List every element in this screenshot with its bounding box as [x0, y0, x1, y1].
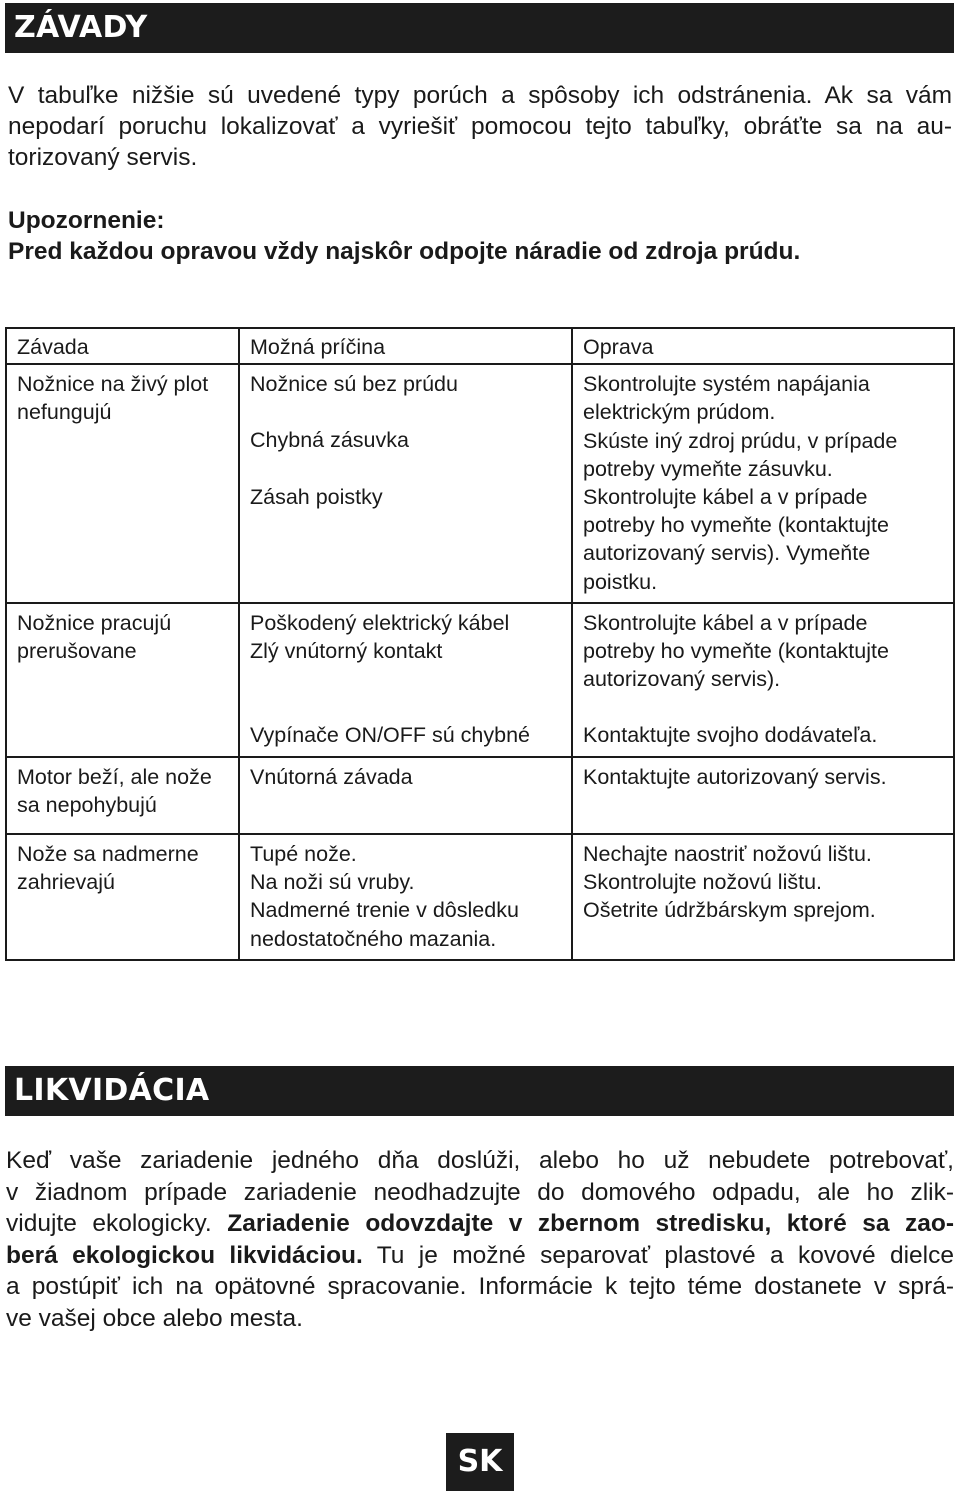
fix-cell: [572, 364, 954, 603]
disposal-line: v žiadnom prípade zariadenie neodhadzujte do domového odpadu, ale ho zlik-: [6, 1178, 954, 1206]
cell-line: poistku.: [583, 569, 658, 594]
cell-line: Vnútorná závada: [250, 764, 413, 789]
disposal-line: a postúpiť ich na opätovné spracovanie. Informácie k tejto téme dostanete v sprá-: [6, 1273, 954, 1301]
disposal-paragraph: [6, 1145, 954, 1335]
cell-line: elektrickým prúdom.: [583, 400, 776, 425]
cell-line: Nadmerné trenie v dôsledku: [250, 898, 519, 923]
fault-cell: [6, 364, 239, 603]
cell-line: Chybná zásuvka: [250, 428, 409, 453]
cause-cell: [239, 757, 572, 834]
disposal-line: ve vašej obce alebo mesta.: [6, 1304, 303, 1332]
intro-line: torizovaný servis.: [8, 144, 198, 171]
disposal-line: [6, 1208, 954, 1240]
faults-section-title: ZÁVADY: [5, 3, 954, 53]
cause-cell: [239, 364, 572, 603]
table-header-row: [6, 328, 954, 364]
disposal-line: Keď vaše zariadenie jedného dňa doslúži, alebo ho už nebudete potrebovať,: [6, 1147, 954, 1174]
disposal-text: Tu je možné separovať plastové a kovové dielce: [362, 1241, 954, 1269]
fix-cell: [572, 834, 954, 960]
fault-cell: [6, 603, 239, 757]
header-fix: Oprava: [572, 328, 954, 364]
cell-line: potreby ho vymeňte (kontaktujte: [583, 639, 889, 664]
fix-cell: [572, 757, 954, 834]
cell-line: Nožnice pracujú: [17, 610, 172, 635]
cell-line: Nechajte naostriť nožovú lištu.: [583, 842, 872, 867]
disposal-text: vidujte ekologicky.: [6, 1210, 228, 1238]
warning-text: Pred každou opravou vždy najskôr odpojte náradie od zdroja prúdu.: [8, 238, 801, 265]
cell-line: Nožnice sú bez prúdu: [250, 372, 458, 397]
disposal-emphasis: berá ekologickou likvidáciou.: [6, 1241, 363, 1269]
disposal-section-title: LIKVIDÁCIA: [5, 1066, 954, 1116]
intro-line: V tabuľke nižšie sú uvedené typy porúch a spôsoby ich odstránenia. Ak sa vám: [8, 82, 952, 109]
cause-cell: [239, 834, 572, 960]
cell-line: Zásah poistky: [250, 484, 383, 509]
cell-line: Skontrolujte nožovú lištu.: [583, 870, 823, 895]
troubleshooting-table: [5, 327, 955, 961]
cell-line: nedostatočného mazania.: [250, 926, 497, 951]
fault-cell: [6, 834, 239, 960]
cause-cell: [239, 603, 572, 757]
cell-line: Skontrolujte kábel a v prípade: [583, 610, 868, 635]
cell-line: Zlý vnútorný kontakt: [250, 639, 443, 664]
table-row: [6, 603, 954, 757]
table-row: [6, 364, 954, 603]
warning-label: Upozornenie:: [8, 207, 165, 234]
cell-line: Nožnice na živý plot: [17, 372, 209, 397]
cell-line: Ošetrite údržbárskym sprejom.: [583, 898, 876, 923]
cell-line: potreby ho vymeňte (kontaktujte: [583, 513, 889, 538]
cell-line: Skontrolujte systém napájania: [583, 372, 870, 397]
cell-line: sa nepohybujú: [17, 792, 157, 817]
cell-line: Skúste iný zdroj prúdu, v prípade: [583, 428, 898, 453]
fault-cell: [6, 757, 239, 834]
cell-line: Nože sa nadmerne: [17, 842, 199, 867]
cell-line: Vypínače ON/OFF sú chybné: [250, 723, 531, 748]
cell-line: Kontaktujte autorizovaný servis.: [583, 764, 887, 789]
disposal-line: [6, 1240, 954, 1272]
warning-block: [8, 205, 800, 267]
header-cause: Možná príčina: [239, 328, 572, 364]
cell-line: Tupé nože.: [250, 842, 357, 867]
disposal-emphasis: Zariadenie odovzdajte v zbernom stredisku, ktoré sa zao-: [227, 1210, 955, 1238]
cell-line: zahrievajú: [17, 870, 115, 895]
cell-line: potreby vymeňte zásuvku.: [583, 456, 833, 481]
cell-line: autorizovaný servis).: [583, 667, 781, 692]
cell-line: Motor beží, ale nože: [17, 764, 212, 789]
cell-line: Poškodený elektrický kábel: [250, 610, 510, 635]
cell-line: prerušovane: [17, 639, 137, 664]
table-row: [6, 834, 954, 960]
cell-line: nefungujú: [17, 400, 112, 425]
cell-line: Na noži sú vruby.: [250, 870, 415, 895]
cell-line: autorizovaný servis). Vymeňte: [583, 541, 871, 566]
fix-cell: [572, 603, 954, 757]
language-badge: SK: [446, 1433, 514, 1491]
table-row: [6, 757, 954, 834]
intro-paragraph: [8, 80, 952, 173]
intro-line: nepodarí poruchu lokalizovať a vyriešiť pomocou tejto tabuľky, obráťte sa na au-: [8, 113, 952, 140]
cell-line: Kontaktujte svojho dodávateľa.: [583, 723, 878, 748]
cell-line: Skontrolujte kábel a v prípade: [583, 485, 868, 510]
header-fault: Závada: [6, 328, 239, 364]
